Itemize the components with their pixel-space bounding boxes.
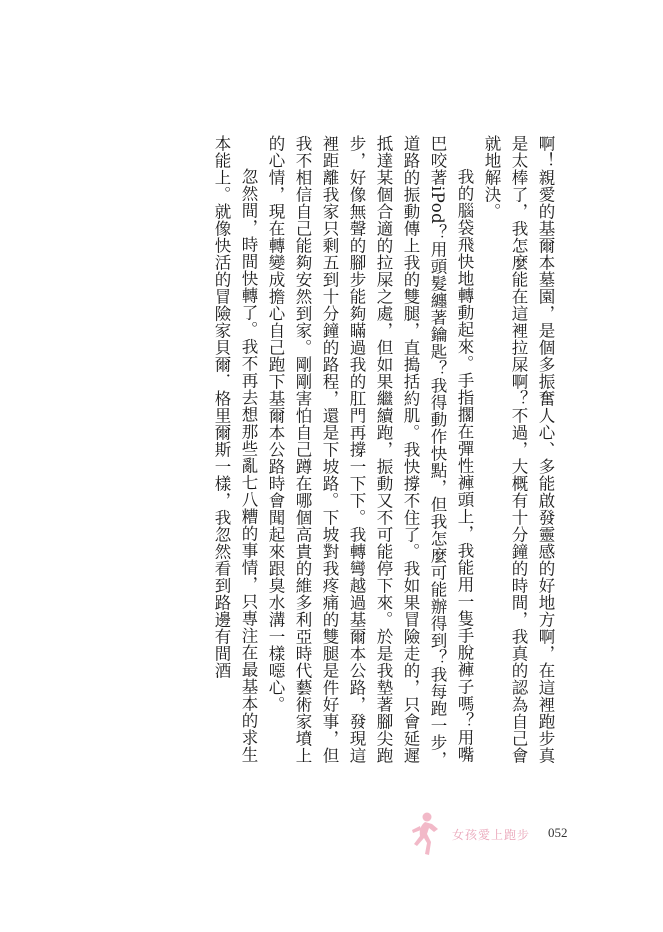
runner-icon [400, 810, 448, 858]
series-title: 女孩愛上跑步 [452, 828, 531, 842]
paragraph-1: 啊！親愛的基爾本墓園，是個多振奮人心、多能啟發靈感的好地方啊，在這裡跑步真是太棒了，我怎麼能在這裡拉屎啊？不過，大概有十分鐘的時間，我真的認為自己會就地解決。 [482, 135, 555, 764]
page-number: 052 [548, 825, 568, 840]
page-footer [400, 810, 600, 860]
paragraph-2: 我的腦袋飛快地轉動起來。手指擱在彈性褲頭上，我能用一隻手脫褲子嗎？用嘴巴咬著iPod？用頭髮纏著鑰匙？我得動作快點，但我怎麼可能辦得到？我每跑一步，道路的振動傳上我的雙腿，直搗括約肌。我快撐不住了。我如果冒險走的，只會延遲抵達某個合適的拉屎之處，但如果繼續跑，振動又不可能停下來。於是我墊著腳尖跑步，好像無聲的腳步能夠瞞過我的肛門再撐一下下。我轉彎越過基爾本公路，發現這裡距離我家只剩五到十分鐘的路程，還是下坡路。下坡對我疼痛的雙腿是件好事，但我不相信自己能夠安然到家。剛剛害怕自己蹲在哪個高貴的維多利亞時代藝術家墳上的心情，現在轉變成擔心自己跑下基爾本公路時會聞起來跟臭水溝一樣噁心。 [266, 135, 474, 769]
body-text [139, 135, 559, 775]
paragraph-3: 忽然間，時間快轉了。我不再去想那些亂七八糟的事情，只專注在最基本的求生本能上。就像快活的冒險家貝爾．格里爾斯一樣，我忽然看到路邊有間酒 [212, 135, 258, 763]
